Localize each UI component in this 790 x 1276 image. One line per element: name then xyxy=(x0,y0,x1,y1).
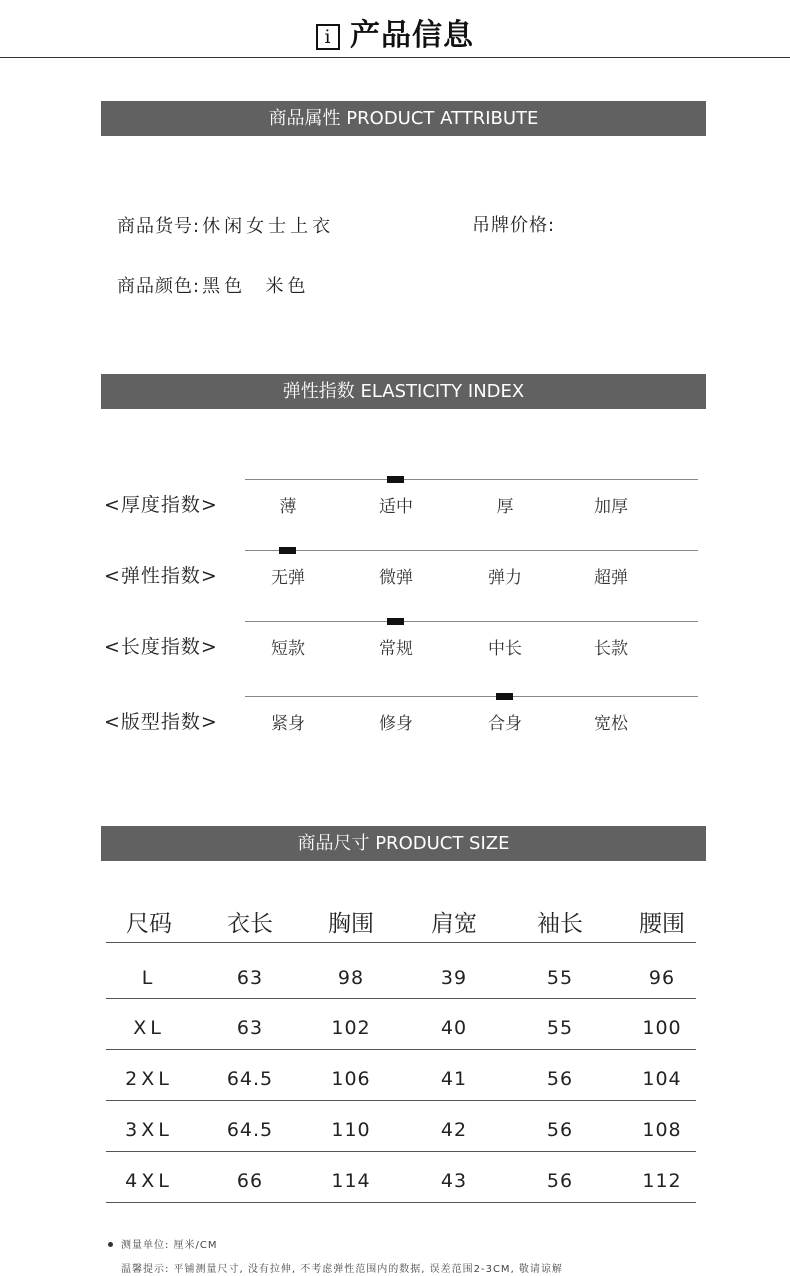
index-option: 加厚 xyxy=(594,497,628,517)
measurement-cell: 55 xyxy=(546,967,574,989)
index-scale-line xyxy=(245,550,698,551)
measurement-cell: 102 xyxy=(331,1017,371,1039)
index-option: 短款 xyxy=(271,639,305,659)
index-option: 薄 xyxy=(279,497,297,517)
item-no-label: 商品货号: xyxy=(117,216,201,237)
index-option: 长款 xyxy=(594,639,628,659)
index-option: 修身 xyxy=(379,714,413,734)
measurement-cell: 64.5 xyxy=(226,1068,274,1090)
table-row xyxy=(106,999,696,1050)
unit-note-text: 测量单位: 厘米/CM xyxy=(121,1240,218,1251)
measurement-cell: 63 xyxy=(236,1017,264,1039)
size-table-header-cell: 肩宽 xyxy=(431,911,477,937)
size-table-header-cell: 腰围 xyxy=(639,911,685,937)
size-table-header-cell: 衣长 xyxy=(227,911,273,937)
page-header xyxy=(0,0,790,58)
size-table-header-cell: 胸围 xyxy=(328,911,374,937)
index-option: 超弹 xyxy=(594,568,628,588)
unit-note xyxy=(108,1236,218,1251)
index-selected-marker xyxy=(387,618,404,625)
size-cell: 2XL xyxy=(125,1068,173,1090)
color-value: 黑色 米色 xyxy=(202,276,310,297)
measurement-cell: 63 xyxy=(236,967,264,989)
index-scale-line xyxy=(245,479,698,480)
color-row xyxy=(117,272,310,298)
size-table-header xyxy=(106,897,696,943)
index-option: 中长 xyxy=(488,639,522,659)
measurement-cell: 110 xyxy=(331,1119,371,1141)
price-label: 吊牌价格: xyxy=(472,215,556,236)
measurement-cell: 98 xyxy=(337,967,365,989)
measurement-cell: 96 xyxy=(648,967,676,989)
measurement-cell: 66 xyxy=(236,1170,264,1192)
index-label: <厚度指数> xyxy=(104,494,218,516)
index-option: 紧身 xyxy=(271,714,305,734)
table-row xyxy=(106,943,696,999)
size-table xyxy=(106,897,696,1203)
tip-note: 温馨提示: 平铺测量尺寸, 没有拉伸, 不考虑弹性范围内的数据, 误差范围2-3CM, 敬请谅解 xyxy=(121,1264,563,1275)
measurement-cell: 41 xyxy=(440,1068,468,1090)
measurement-cell: 39 xyxy=(440,967,468,989)
table-row xyxy=(106,1101,696,1152)
index-option: 弹力 xyxy=(488,568,522,588)
measurement-cell: 106 xyxy=(331,1068,371,1090)
measurement-cell: 112 xyxy=(642,1170,682,1192)
item-no-value: 休闲女士上衣 xyxy=(202,216,335,237)
size-table-header-cell: 袖长 xyxy=(537,911,583,937)
color-label: 商品颜色: xyxy=(117,276,201,297)
index-option: 常规 xyxy=(379,639,413,659)
index-option: 适中 xyxy=(379,497,413,517)
measurement-cell: 43 xyxy=(440,1170,468,1192)
table-row xyxy=(106,1152,696,1203)
measurement-cell: 56 xyxy=(546,1170,574,1192)
measurement-cell: 64.5 xyxy=(226,1119,274,1141)
measurement-cell: 56 xyxy=(546,1119,574,1141)
measurement-cell: 100 xyxy=(642,1017,682,1039)
measurement-cell: 42 xyxy=(440,1119,468,1141)
size-table-header-cell: 尺码 xyxy=(126,911,172,937)
index-selected-marker xyxy=(387,476,404,483)
index-label: <弹性指数> xyxy=(104,565,218,587)
page-title xyxy=(0,10,790,54)
index-option: 宽松 xyxy=(594,714,628,734)
index-selected-marker xyxy=(496,693,513,700)
section-bar-size: 商品尺寸 PRODUCT SIZE xyxy=(101,826,706,861)
index-scale-line xyxy=(245,621,698,622)
index-option: 厚 xyxy=(496,497,514,517)
section-bar-attribute: 商品属性 PRODUCT ATTRIBUTE xyxy=(101,101,706,136)
bullet-icon xyxy=(108,1242,113,1247)
size-cell: L xyxy=(141,967,157,989)
measurement-cell: 108 xyxy=(642,1119,682,1141)
item-no-row xyxy=(117,212,334,238)
index-option: 无弹 xyxy=(271,568,305,588)
measurement-cell: 114 xyxy=(331,1170,371,1192)
page-title-text: 产品信息 xyxy=(350,18,474,53)
index-label: <长度指数> xyxy=(104,636,218,658)
table-row xyxy=(106,1050,696,1101)
measurement-cell: 56 xyxy=(546,1068,574,1090)
size-cell: XL xyxy=(133,1017,165,1039)
index-label: <版型指数> xyxy=(104,711,218,733)
size-cell: 3XL xyxy=(125,1119,173,1141)
measurement-cell: 104 xyxy=(642,1068,682,1090)
price-row xyxy=(472,211,555,237)
measurement-cell: 40 xyxy=(440,1017,468,1039)
index-selected-marker xyxy=(279,547,296,554)
measurement-cell: 55 xyxy=(546,1017,574,1039)
index-scale-line xyxy=(245,696,698,697)
size-cell: 4XL xyxy=(125,1170,173,1192)
section-bar-elasticity: 弹性指数 ELASTICITY INDEX xyxy=(101,374,706,409)
index-option: 合身 xyxy=(488,714,522,734)
info-icon: i xyxy=(316,24,340,50)
index-option: 微弹 xyxy=(379,568,413,588)
